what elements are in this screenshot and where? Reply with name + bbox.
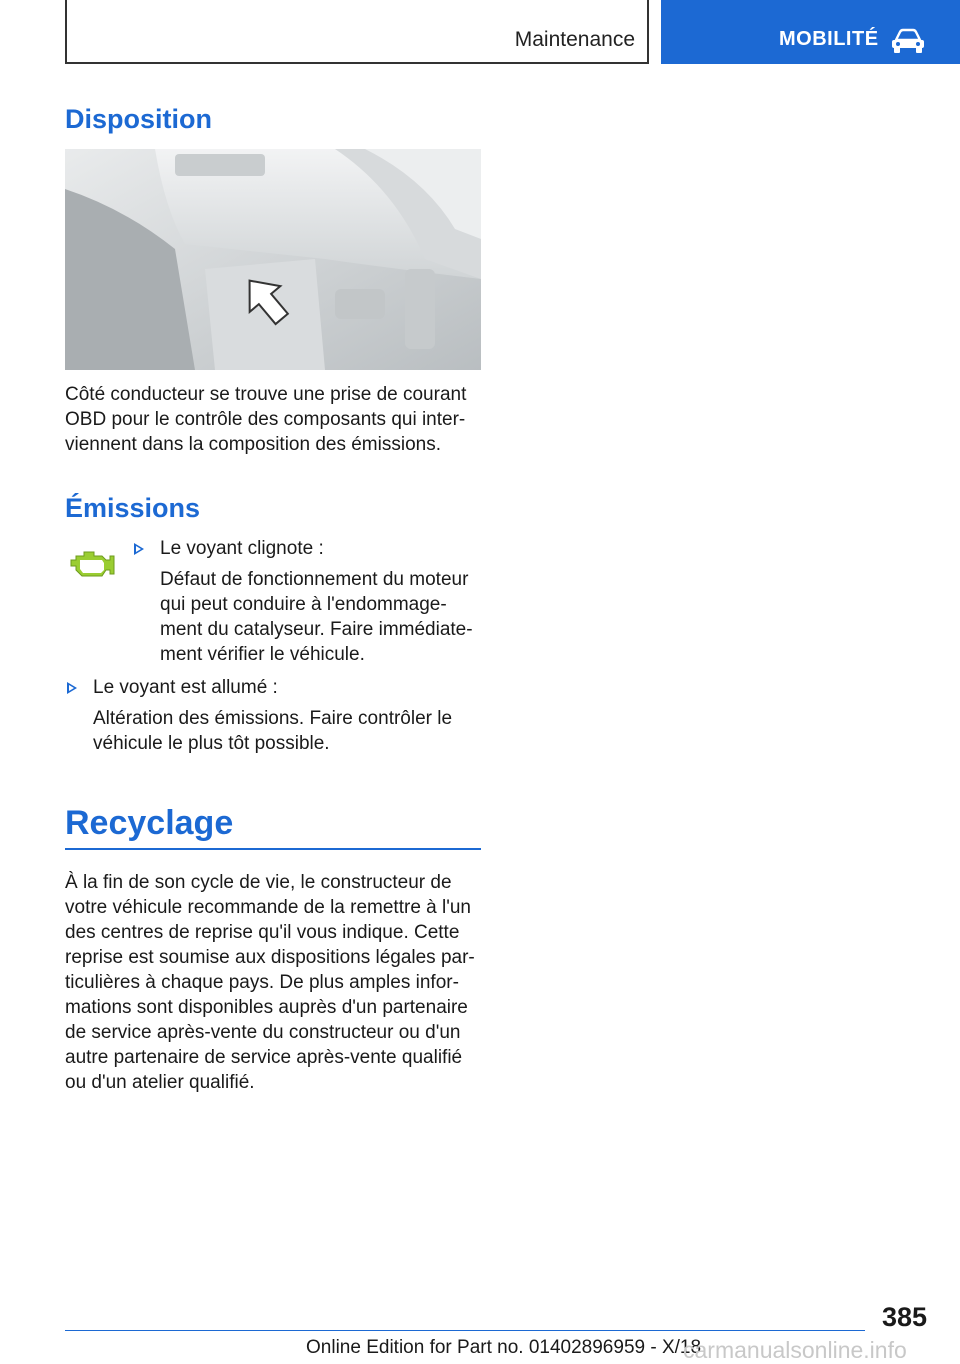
- text-line: votre véhicule recommande de la remettre à l'un: [65, 897, 471, 918]
- footer-rule: [65, 1330, 865, 1331]
- recyclage-text: [65, 870, 481, 1095]
- bullet-triangle-icon: [134, 543, 144, 555]
- header-section-label: Maintenance: [514, 28, 635, 51]
- text-line: À la fin de son cycle de vie, le constructeur de: [65, 872, 452, 893]
- text-line: qui peut conduire à l'endommage-: [160, 594, 447, 615]
- text-line: ment du catalyseur. Faire immédiate-: [160, 619, 473, 640]
- text-line: OBD pour le contrôle des composants qui inter-: [65, 409, 466, 430]
- obd-socket-photo: [65, 149, 481, 370]
- disposition-heading: Disposition: [65, 104, 212, 134]
- recyclage-heading-rule: [65, 848, 481, 850]
- header-chapter-label: MOBILITÉ: [779, 28, 879, 50]
- header-section-box: [65, 0, 649, 64]
- obd-socket-illustration: [65, 149, 481, 370]
- text-line: viennent dans la composition des émissions.: [65, 434, 441, 455]
- bullet-triangle-icon: [67, 682, 77, 694]
- emissions-item-1: [160, 536, 473, 667]
- text-line: reprise est soumise aux dispositions légales par-: [65, 947, 475, 968]
- footer-edition-text: Online Edition for Part no. 01402896959 - X/18: [306, 1337, 702, 1358]
- watermark: carmanualsonline.info: [683, 1337, 907, 1363]
- header-chapter-tab[interactable]: [661, 0, 960, 64]
- emissions-heading: Émissions: [65, 493, 201, 523]
- emissions-item-body: [160, 567, 473, 667]
- text-line: ou d'un atelier qualifié.: [65, 1072, 255, 1093]
- text-line: mations sont disponibles auprès d'un partenaire: [65, 997, 468, 1018]
- engine-warning-icon: [68, 546, 116, 582]
- text-line: ticulières à chaque pays. De plus amples infor-: [65, 972, 459, 993]
- emissions-item-title: Le voyant clignote :: [160, 538, 324, 559]
- text-line: véhicule le plus tôt possible.: [93, 733, 330, 754]
- text-line: Défaut de fonctionnement du moteur: [160, 569, 469, 590]
- text-line: Côté conducteur se trouve une prise de courant: [65, 384, 467, 405]
- text-line: autre partenaire de service après-vente qualifié: [65, 1047, 463, 1068]
- text-line: des centres de reprise qu'il vous indique. Cette: [65, 922, 460, 943]
- recyclage-heading: Recyclage: [65, 804, 234, 842]
- emissions-item-body: [93, 706, 452, 756]
- car-icon: [890, 28, 926, 54]
- disposition-text: [65, 382, 481, 457]
- emissions-item-2: [93, 675, 452, 756]
- page-number: 385: [881, 1302, 927, 1332]
- text-line: de service après-vente du constructeur ou d'un: [65, 1022, 461, 1043]
- text-line: Altération des émissions. Faire contrôler le: [93, 708, 453, 729]
- text-line: ment vérifier le véhicule.: [160, 644, 365, 665]
- emissions-item-title: Le voyant est allumé :: [93, 677, 278, 698]
